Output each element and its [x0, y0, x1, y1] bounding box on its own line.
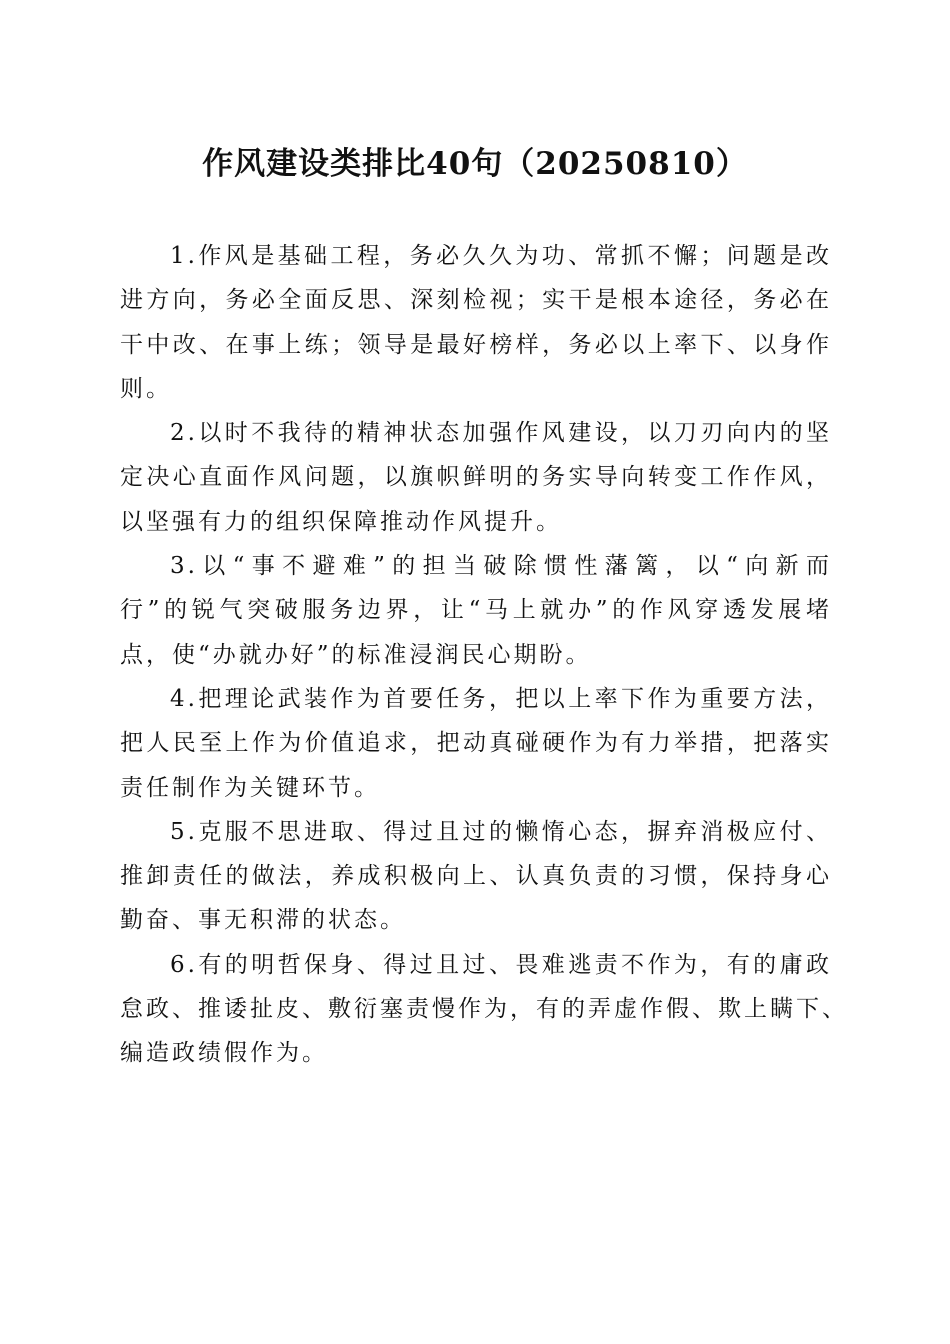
paragraph-line: 责任制作为关键环节。 [120, 774, 380, 801]
paragraph-line: 6.有的明哲保身、得过且过、畏难逃责不作为，有的庸政 [170, 951, 832, 978]
document-body [120, 234, 848, 1076]
paragraph-line: 进方向，务必全面反思、深刻检视；实干是根本途径，务必在 [120, 287, 832, 314]
paragraph-line: 勤奋、事无积滞的状态。 [120, 907, 406, 934]
paragraph-line: 3.以“事不避难”的担当破除惯性藩篱，以“向新而 [170, 553, 832, 580]
paragraph-5 [120, 810, 832, 943]
paragraph-2 [120, 411, 832, 544]
paragraph-line: 把人民至上作为价值追求，把动真碰硬作为有力举措，把落实 [120, 730, 832, 757]
paragraph-line: 1.作风是基础工程，务必久久为功、常抓不懈；问题是改 [170, 243, 832, 269]
paragraph-line: 编造政绩假作为。 [120, 1040, 328, 1067]
paragraph-line: 推卸责任的做法，养成积极向上、认真负责的习惯，保持身心 [120, 863, 832, 890]
paragraph-3 [120, 544, 832, 677]
paragraph-1 [120, 234, 832, 411]
paragraph-line: 干中改、在事上练；领导是最好榜样，务必以上率下、以身作 [120, 331, 832, 358]
paragraph-line: 怠政、推诿扯皮、敷衍塞责慢作为，有的弄虚作假、欺上瞒下、 [120, 996, 848, 1023]
paragraph-line: 4.把理论武装作为首要任务，把以上率下作为重要方法， [170, 685, 832, 712]
paragraph-line: 行”的锐气突破服务边界，让“马上就办”的作风穿透发展堵 [120, 597, 832, 624]
paragraph-line: 定决心直面作风问题，以旗帜鲜明的务实导向转变工作作风， [120, 464, 832, 491]
document-title: 作风建设类排比40句（20250810） [202, 146, 748, 182]
paragraph-line: 以坚强有力的组织保障推动作风提升。 [120, 508, 562, 535]
paragraph-line: 5.克服不思进取、得过且过的懒惰心态，摒弃消极应付、 [170, 818, 832, 845]
paragraph-line: 则。 [120, 375, 172, 402]
paragraph-line: 2.以时不我待的精神状态加强作风建设，以刀刃向内的坚 [170, 420, 832, 447]
paragraph-line: 点，使“办就办好”的标准浸润民心期盼。 [120, 641, 592, 668]
paragraph-4 [120, 677, 832, 810]
paragraph-6 [120, 943, 848, 1076]
